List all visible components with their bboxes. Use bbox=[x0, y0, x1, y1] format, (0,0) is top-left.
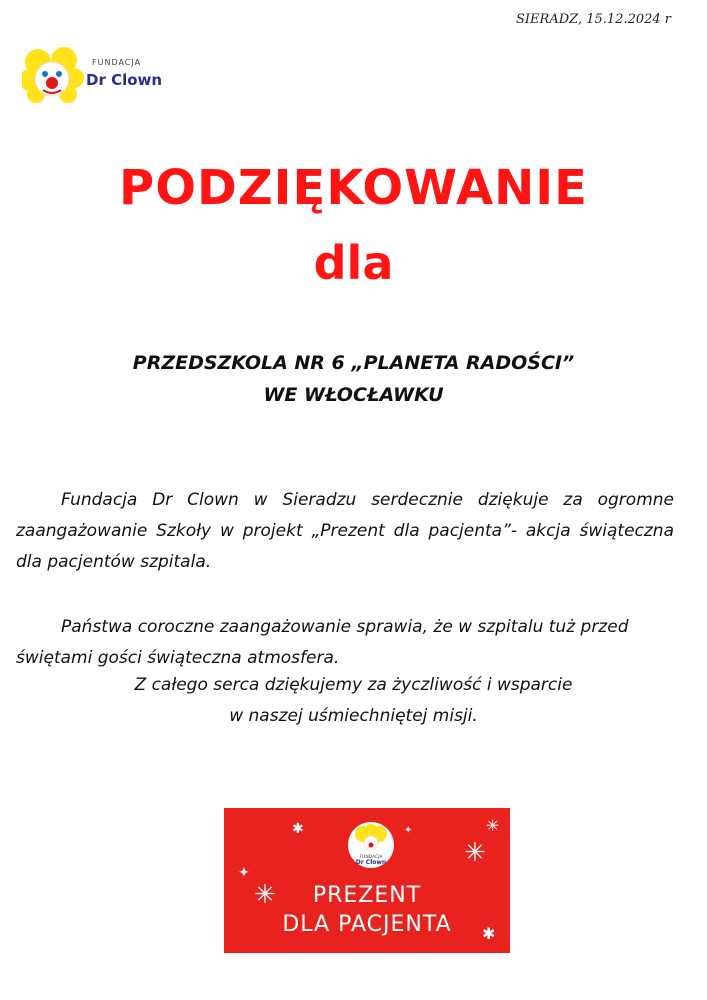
snowflake-icon: ✦ bbox=[238, 865, 250, 881]
paragraph-1 bbox=[16, 485, 674, 578]
paragraph-2-text: Państwa coroczne zaangażowanie sprawia, że w szpitalu tuż przed świętami gości świąteczna atmosfera. bbox=[16, 617, 629, 668]
snowflake-icon: ✳ bbox=[464, 838, 486, 868]
logo-name: Dr Clown bbox=[86, 71, 163, 89]
gift-banner bbox=[224, 808, 510, 953]
snowflake-icon: ✳ bbox=[486, 816, 500, 835]
banner-logo bbox=[348, 822, 394, 868]
clown-face-icon bbox=[22, 46, 84, 104]
paragraph-1-text: Fundacja Dr Clown w Sieradzu serdecznie dziękuje za ogromne zaangażowanie Szkoły w projekt „Prezent dla pacjenta”- akcja świąteczna dla pacjentów szpitala. bbox=[16, 490, 674, 572]
title-line-2: dla bbox=[313, 236, 394, 290]
snowflake-icon: ✦ bbox=[404, 825, 413, 836]
banner-line-1: PREZENT bbox=[312, 883, 422, 908]
document-date: SIERADZ, 15.12.2024 r bbox=[516, 12, 671, 27]
paragraph-2 bbox=[16, 612, 674, 674]
snowflake-icon: ✳ bbox=[254, 880, 276, 910]
svg-text:FUNDACJA: FUNDACJA bbox=[359, 855, 383, 860]
recipient-line-1: PRZEDSZKOLA NR 6 „PLANETA RADOŚCI” bbox=[132, 352, 575, 374]
svg-text:Dr Clown: Dr Clown bbox=[355, 859, 387, 866]
banner-line-2: DLA PACJENTA bbox=[282, 912, 452, 937]
dr-clown-logo bbox=[22, 46, 167, 104]
title-line-1: PODZIĘKOWANIE bbox=[119, 160, 588, 216]
clown-face-icon bbox=[348, 822, 394, 868]
snowflake-icon: ✱ bbox=[482, 924, 496, 943]
snowflake-icon: ✱ bbox=[292, 821, 304, 837]
recipient-line-2: WE WŁOCŁAWKU bbox=[263, 384, 444, 406]
logo-foundation-label: FUNDACJA bbox=[92, 58, 142, 67]
closing-line-2: w naszej uśmiechniętej misji. bbox=[229, 706, 478, 726]
closing-line-1: Z całego serca dziękujemy za życzliwość i wsparcie bbox=[134, 675, 573, 695]
